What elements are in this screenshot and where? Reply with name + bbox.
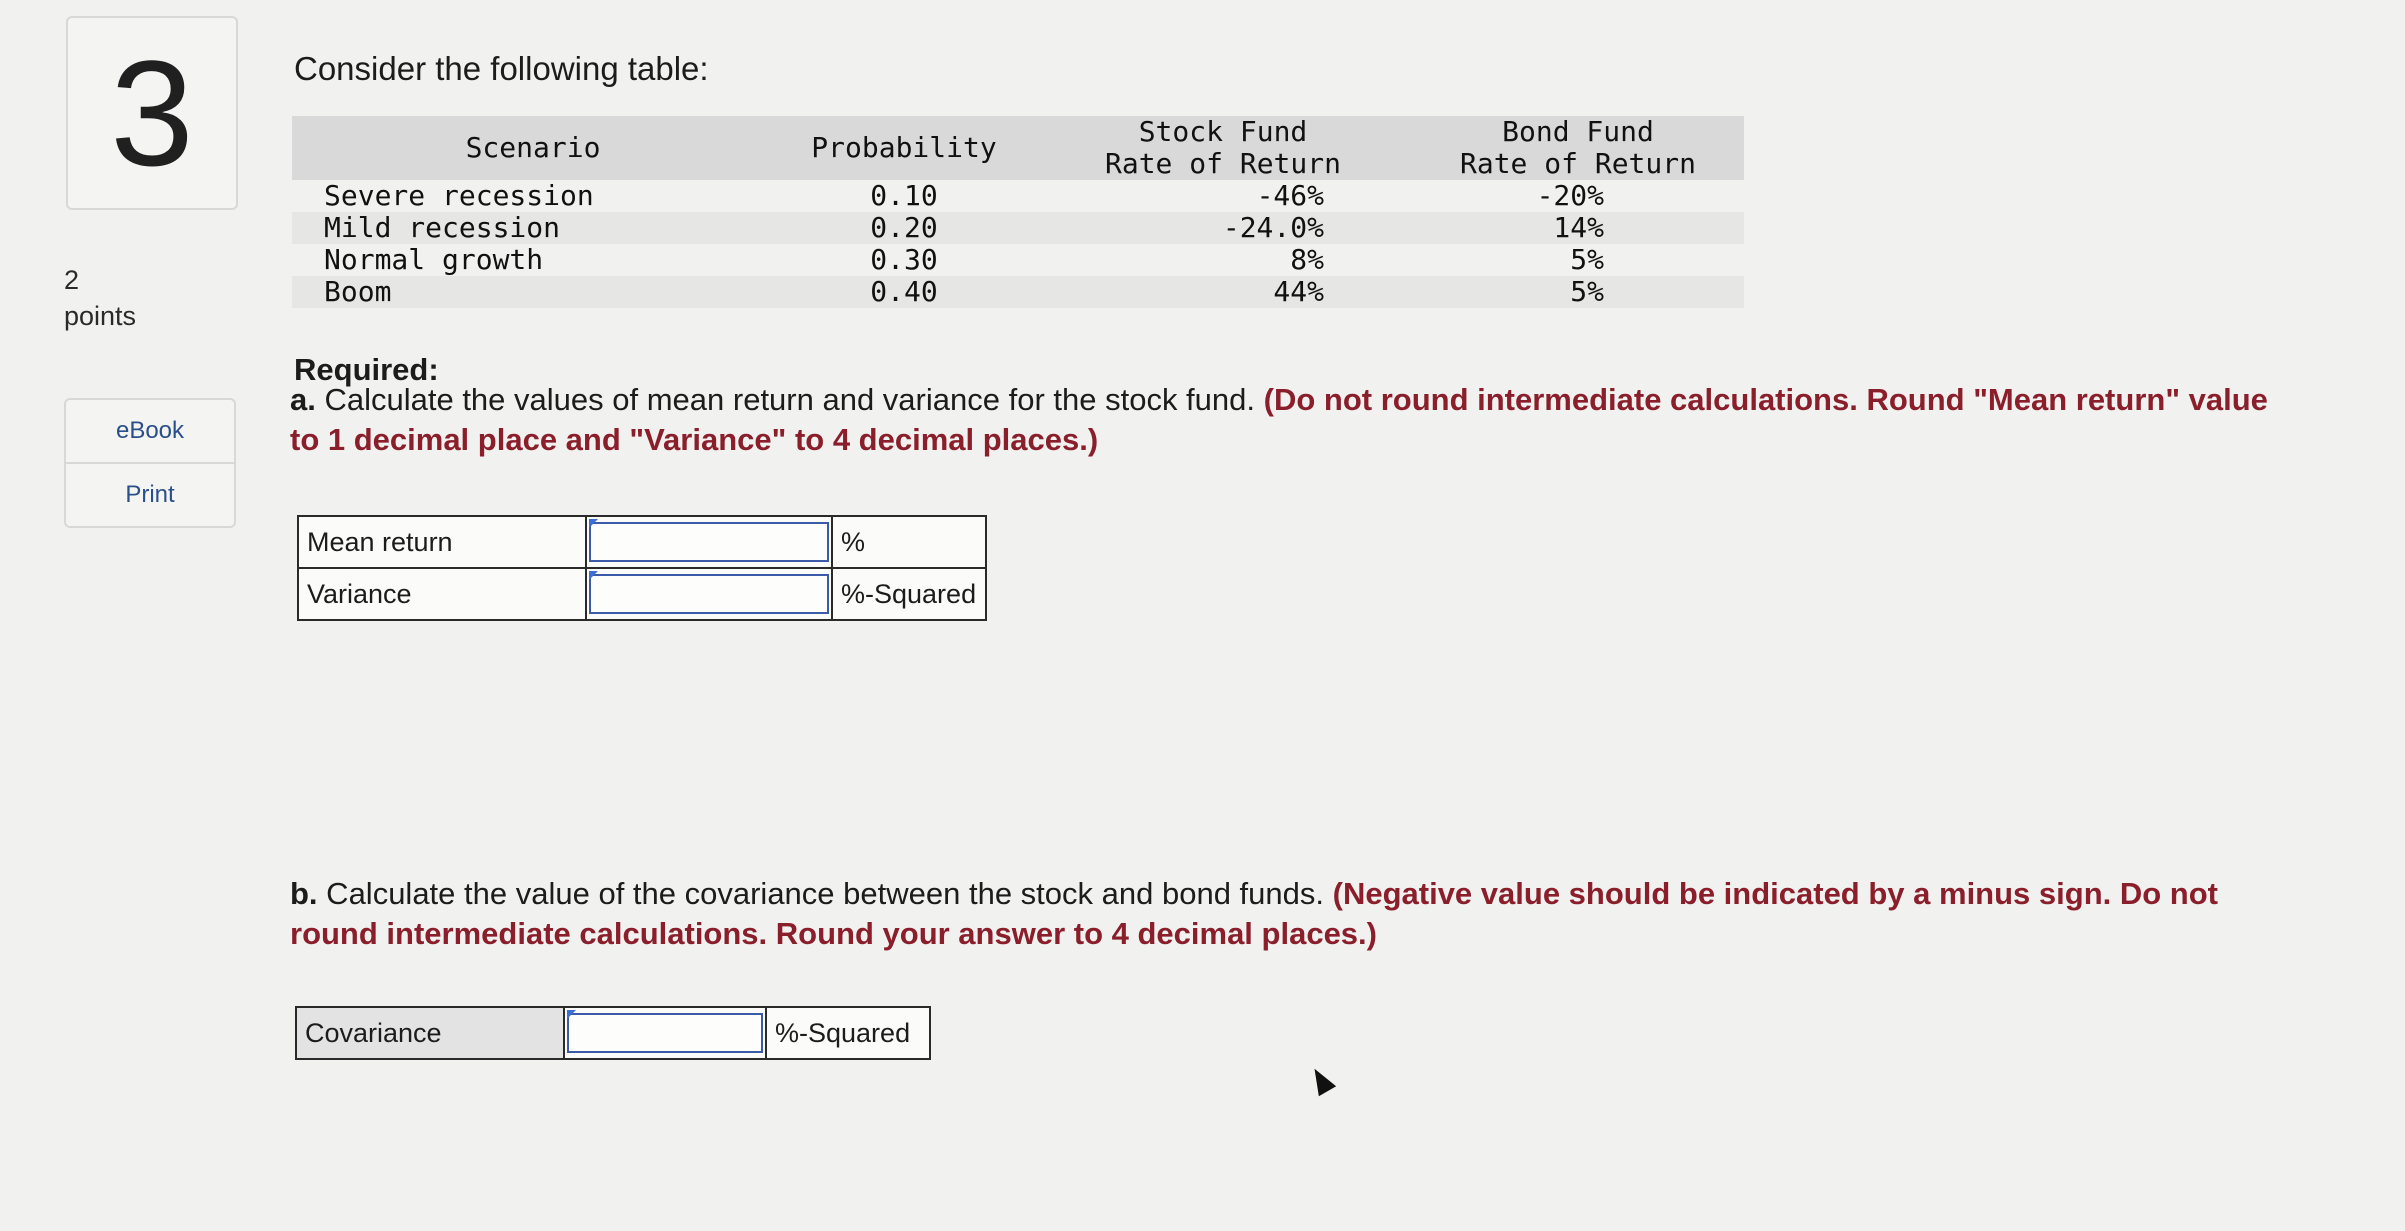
part-b-question — [290, 874, 2280, 954]
part-b-text: Calculate the value of the covariance between the stock and bond funds. — [317, 876, 1333, 911]
cell-stock-return: 44% — [1034, 276, 1412, 308]
intro-text: Consider the following table: — [294, 50, 709, 87]
cell-bond-return: 5% — [1412, 276, 1744, 308]
points-value: 2 — [64, 265, 80, 295]
cell-stock-return: -46% — [1256, 179, 1324, 212]
cell-probability: 0.30 — [870, 243, 938, 276]
cell-scenario: Normal growth — [324, 243, 544, 276]
header-bond-fund — [1412, 116, 1744, 180]
ebook-button[interactable]: eBook — [115, 417, 185, 444]
covariance-input[interactable] — [567, 1013, 763, 1053]
header-bond-line1: Bond Fund — [1502, 115, 1654, 148]
answer-row-covariance — [296, 1007, 930, 1059]
header-scenario: Scenario — [292, 116, 774, 180]
cell-stock-return: -24.0% — [1034, 212, 1412, 244]
header-stock-line1: Stock Fund — [1138, 115, 1308, 148]
covariance-unit: %-Squared — [766, 1007, 930, 1059]
part-a-question — [290, 380, 2280, 460]
variance-label: Variance — [298, 568, 586, 620]
points-info — [64, 262, 136, 334]
side-buttons — [64, 398, 236, 528]
mean-return-input[interactable] — [589, 522, 829, 562]
variance-input[interactable] — [589, 574, 829, 614]
header-bond-line2: Rate of Return — [1459, 147, 1696, 180]
variance-cell — [586, 568, 832, 620]
mean-return-unit: % — [832, 516, 986, 568]
part-a-answer-table — [297, 515, 987, 621]
cell-probability: 0.40 — [774, 276, 1034, 308]
part-a-text: Calculate the values of mean return and variance for the stock fund. — [315, 382, 1264, 417]
mouse-cursor-icon — [1306, 1064, 1336, 1097]
variance-unit: %-Squared — [832, 568, 986, 620]
question-number: 3 — [66, 16, 238, 210]
mean-return-cell — [586, 516, 832, 568]
cell-scenario: Mild recession — [292, 212, 774, 244]
cell-stock-return: 8% — [1290, 243, 1324, 276]
header-stock-fund — [1034, 116, 1412, 180]
answer-row-variance — [298, 568, 986, 620]
covariance-cell — [564, 1007, 766, 1059]
cell-scenario: Severe recession — [324, 179, 594, 212]
part-b-instruction: (Negative value should be indicated by a minus sign. Do not round intermediate calculations. Round your answer to 4 decimal places.) — [290, 876, 2218, 951]
cell-probability: 0.10 — [870, 179, 938, 212]
cell-bond-return: 14% — [1412, 212, 1744, 244]
answer-row-mean-return — [298, 516, 986, 568]
cell-bond-return: -20% — [1536, 179, 1604, 212]
mean-return-label: Mean return — [298, 516, 586, 568]
cell-bond-return: 5% — [1570, 243, 1604, 276]
cell-scenario: Boom — [292, 276, 774, 308]
part-b-answer-table — [295, 1006, 931, 1060]
cell-probability: 0.20 — [774, 212, 1034, 244]
table-row — [292, 244, 1744, 276]
scenario-table — [292, 116, 1744, 308]
points-label: points — [64, 301, 137, 331]
covariance-label: Covariance — [296, 1007, 564, 1059]
table-row — [292, 276, 1744, 308]
part-b-label: b. — [290, 876, 318, 911]
table-header-row — [292, 116, 1744, 180]
part-a-instruction: (Do not round intermediate calculations. Round "Mean return" value to 1 decimal place and "Variance" to 4 decimal places.) — [290, 382, 2268, 457]
table-row — [292, 180, 1744, 212]
part-a-label: a. — [290, 382, 316, 417]
header-probability: Probability — [774, 116, 1034, 180]
table-row — [292, 212, 1744, 244]
print-button[interactable]: Print — [66, 462, 234, 526]
header-stock-line2: Rate of Return — [1104, 147, 1341, 180]
required-heading: Required: — [294, 352, 439, 387]
